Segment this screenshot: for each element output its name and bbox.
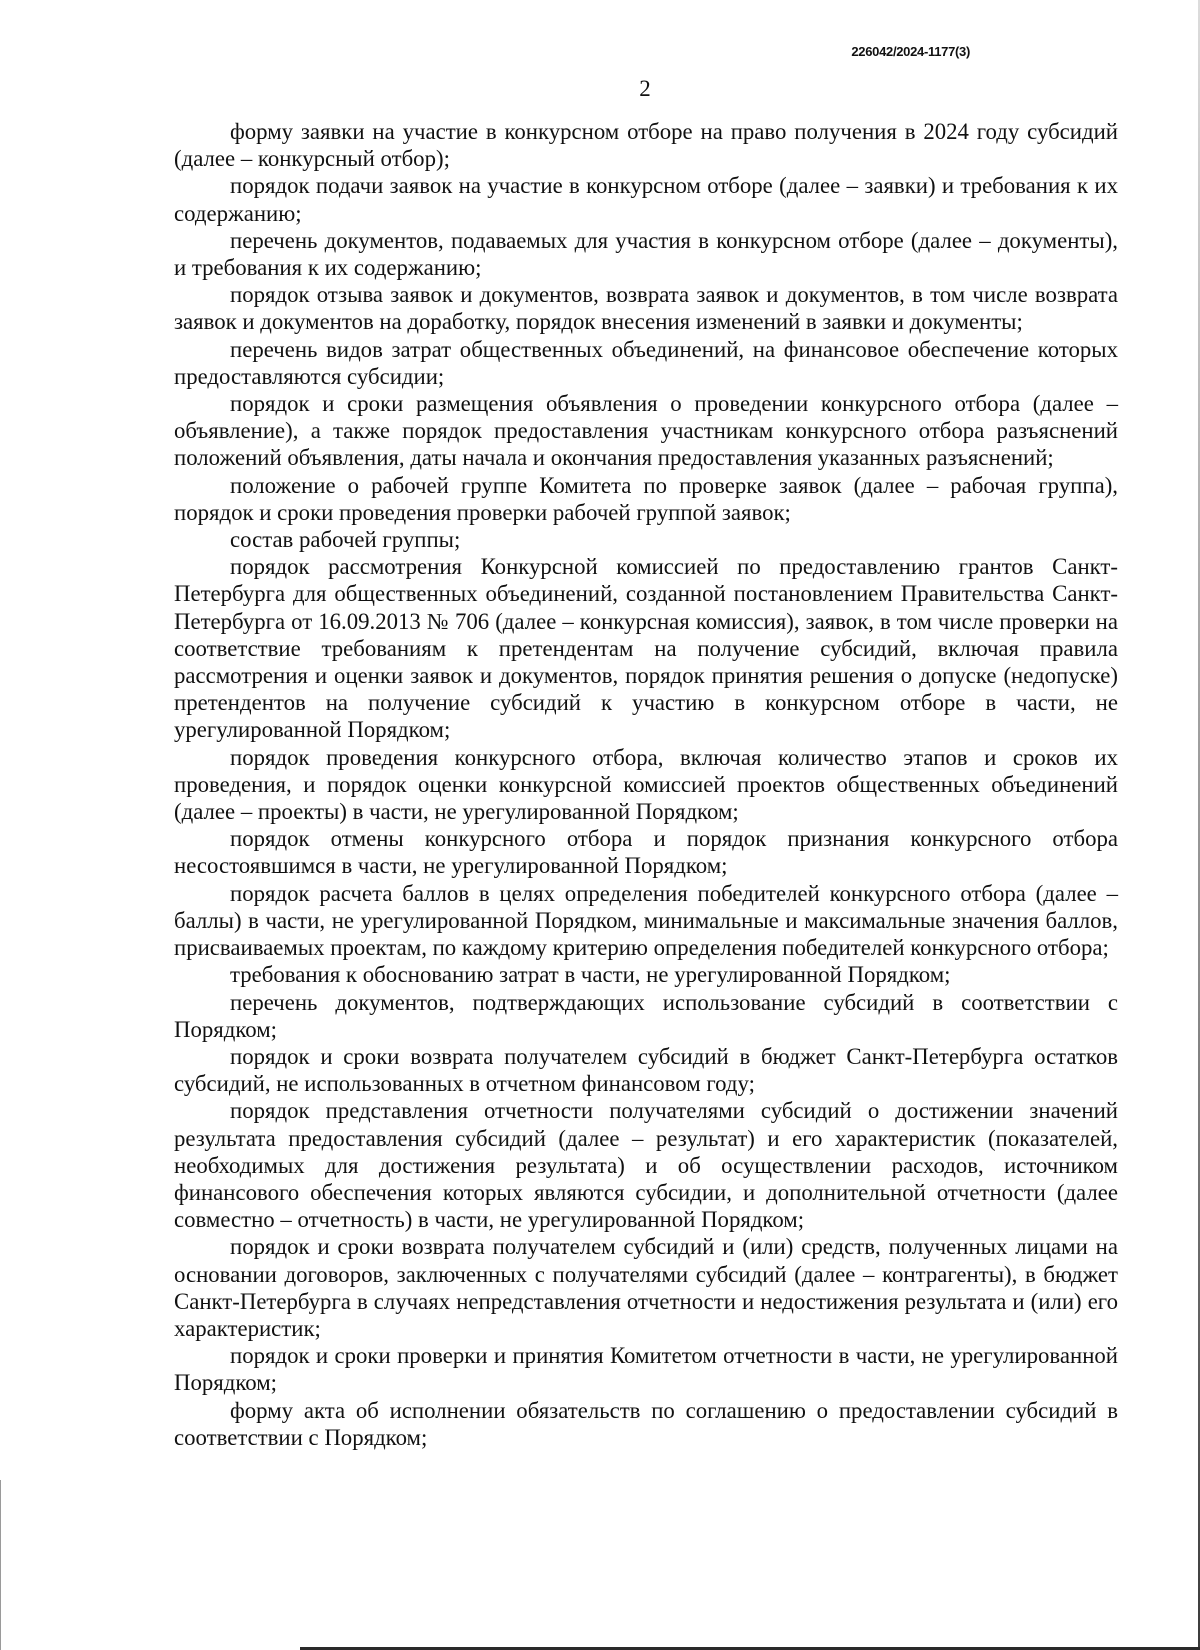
- paragraph: перечень документов, подтверждающих использование субсидий в соответствии с Порядком;: [174, 989, 1118, 1042]
- page-number: 2: [639, 76, 651, 101]
- paragraph: форму заявки на участие в конкурсном отборе на право получения в 2024 году субсидий (далее – конкурсный отбор);: [174, 119, 1118, 172]
- paragraph: требования к обоснованию затрат в части, не урегулированной Порядком;: [230, 962, 951, 988]
- paragraph: состав рабочей группы;: [230, 527, 461, 553]
- document-id: 226042/2024-1177(3): [851, 44, 970, 59]
- paragraph: положение о рабочей группе Комитета по проверке заявок (далее – рабочая группа), порядок и сроки проведения проверки рабочей группой заявок;: [174, 472, 1118, 525]
- paragraph: порядок проведения конкурсного отбора, включая количество этапов и сроков их проведения, и порядок оценки конкурсной комиссией проектов общественных объединений (далее – проекты) в части, не урегулированной Порядком;: [174, 744, 1118, 825]
- paragraph: порядок и сроки возврата получателем субсидий и (или) средств, полученных лицами на основании договоров, заключенных с получателями субсидий (далее – контрагенты), в бюджет Санкт-Петербурга в случаях непредставления отчетности и недостижения результата и (или) его характеристик;: [174, 1234, 1118, 1341]
- paragraph: порядок отзыва заявок и документов, возврата заявок и документов, в том числе возврата заявок и документов на доработку, порядок внесения изменений в заявки и документы;: [174, 282, 1118, 335]
- paragraph: перечень видов затрат общественных объединений, на финансовое обеспечение которых предоставляются субсидии;: [174, 336, 1118, 389]
- paragraph: порядок подачи заявок на участие в конкурсном отборе (далее – заявки) и требования к их содержанию;: [174, 173, 1118, 226]
- paragraph: порядок и сроки возврата получателем субсидий в бюджет Санкт-Петербурга остатков субсидий, не использованных в отчетном финансовом году;: [174, 1043, 1118, 1097]
- paragraph: порядок представления отчетности получателями субсидий о достижении значений результата предоставления субсидий (далее – результат) и его характеристик (показателей, необходимых для достижения результата) и об осуществлении расходов, источником финансового обеспечения которых являются субсидии, и дополнительной отчетности (далее совместно – отчетность) в части, не урегулированной Порядком;: [174, 1098, 1118, 1233]
- paragraph: порядок и сроки проверки и принятия Комитетом отчетности в части, не урегулированной Порядком;: [174, 1343, 1118, 1396]
- paragraph: порядок отмены конкурсного отбора и порядок признания конкурсного отбора несостоявшимся в части, не урегулированной Порядком;: [174, 826, 1118, 879]
- paragraph: перечень документов, подаваемых для участия в конкурсном отборе (далее – документы), и требования к их содержанию;: [174, 227, 1118, 281]
- paragraph: форму акта об исполнении обязательств по соглашению о предоставлении субсидий в соответствии с Порядком;: [174, 1397, 1118, 1450]
- paragraph: порядок рассмотрения Конкурсной комиссией по предоставлению грантов Санкт-Петербурга для общественных объединений, созданной постановлением Правительства Санкт-Петербурга от 16.09.2013 № 706 (далее – конкурсная комиссия), заявок, в том числе проверки на соответствие требованиям к претендентам на получение субсидий, включая правила рассмотрения и оценки заявок и документов, порядок принятия решения о допуске (недопуске) претендентов на получение субсидий к участию в конкурсном отборе в части, не урегулированной Порядком;: [174, 554, 1118, 743]
- scan-left-edge: [0, 1480, 1, 1650]
- paragraph: порядок расчета баллов в целях определения победителей конкурсного отбора (далее – баллы) в части, не урегулированной Порядком, минимальные и максимальные значения баллов, присваиваемых проектам, по каждому критерию определения победителей конкурсного отбора;: [174, 880, 1118, 961]
- document-body: [174, 118, 1118, 1451]
- paragraph: порядок и сроки размещения объявления о проведении конкурсного отбора (далее – объявление), а также порядок предоставления участникам конкурсного отбора разъяснений положений объявления, даты начала и окончания предоставления указанных разъяснений;: [174, 391, 1118, 471]
